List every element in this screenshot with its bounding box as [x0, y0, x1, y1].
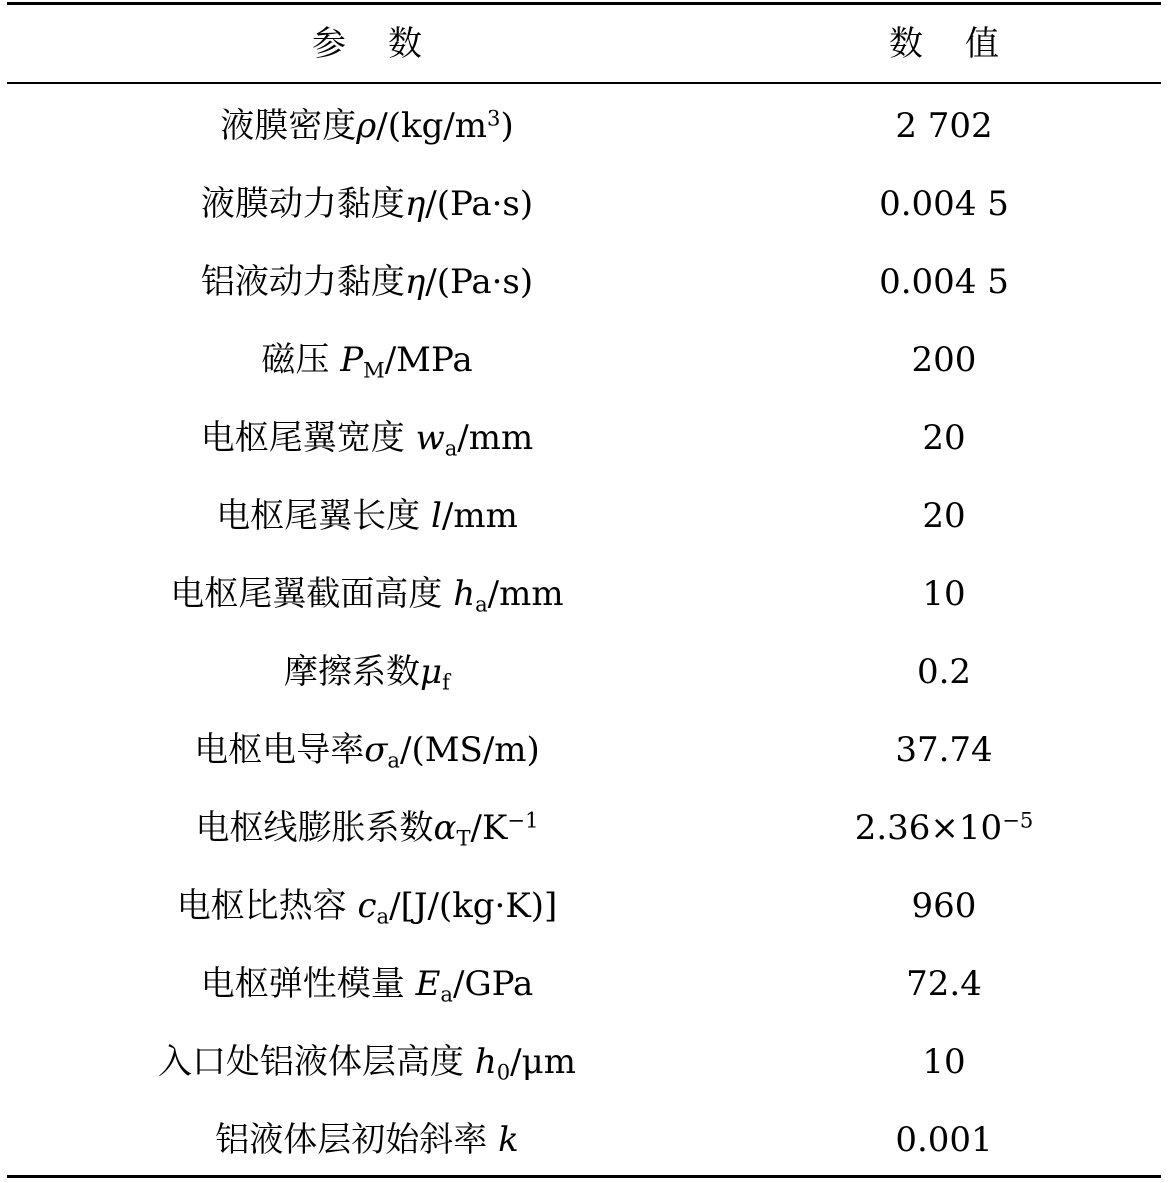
parameter-cell [7, 789, 727, 867]
value-text: 960 [911, 886, 977, 926]
parameter-cell [7, 243, 727, 321]
parameter-name: 铝液动力黏度 [200, 262, 405, 302]
parameter-unit: /GPa [452, 964, 534, 1004]
parameter-cell [7, 867, 727, 945]
parameter-cell [7, 165, 727, 243]
table-bottom-rule [7, 1175, 1161, 1178]
header-parameter-char-2: 数 [388, 24, 422, 64]
parameter-name: 液膜动力黏度 [200, 184, 405, 224]
parameter-unit: /μm [510, 1042, 576, 1082]
parameter-unit: /(kg/m [376, 106, 488, 146]
value-cell [727, 477, 1161, 555]
header-parameter [7, 6, 727, 82]
parameter-table [7, 0, 1161, 1183]
table-top-rule [7, 2, 1161, 5]
parameter-symbol: α [433, 808, 457, 848]
parameter-symbol: ρ [356, 106, 377, 146]
parameter-unit: /(Pa·s) [425, 262, 534, 302]
header-value-char-2: 值 [965, 24, 999, 64]
value-cell [727, 633, 1161, 711]
parameter-name: 液膜密度 [220, 106, 357, 146]
parameter-name: 电枢线膨胀系数 [195, 808, 434, 848]
parameter-name: 铝液体层初始斜率 [215, 1120, 499, 1160]
parameter-name: 磁压 [261, 340, 341, 380]
parameter-symbol: μ [420, 652, 443, 692]
value-cell [727, 1101, 1161, 1179]
parameter-unit: /(Pa·s) [425, 184, 534, 224]
value-cell [727, 945, 1161, 1023]
parameter-unit: /mm [441, 496, 518, 536]
parameter-symbol: w [415, 418, 445, 458]
parameter-unit-tail: ) [500, 106, 514, 146]
value-cell [727, 243, 1161, 321]
value-text: 72.4 [906, 964, 982, 1004]
value-cell [727, 87, 1161, 165]
parameter-subscript: 0 [496, 1059, 511, 1085]
value-cell [727, 321, 1161, 399]
value-text: 200 [911, 340, 977, 380]
value-text: 2 702 [895, 106, 993, 146]
value-text: 0.004 5 [879, 262, 1009, 302]
parameter-name: 电枢尾翼宽度 [200, 418, 416, 458]
value-text: 0.2 [916, 652, 972, 692]
value-cell [727, 867, 1161, 945]
parameter-unit: /MPa [384, 340, 473, 380]
header-parameter-char-1: 参 [312, 24, 346, 64]
value-text: 2.36×10 [854, 808, 1003, 848]
value-text: 0.001 [895, 1120, 993, 1160]
parameter-subscript: a [387, 747, 400, 773]
parameter-cell [7, 633, 727, 711]
parameter-name: 摩擦系数 [284, 652, 421, 692]
value-text: 37.74 [895, 730, 993, 770]
parameter-unit: /[J/(kg·K)] [389, 886, 558, 926]
parameter-cell [7, 1023, 727, 1101]
parameter-superscript: −1 [507, 807, 539, 833]
parameter-superscript: 3 [487, 105, 501, 131]
parameter-unit: /mm [457, 418, 534, 458]
parameter-subscript: a [440, 981, 453, 1007]
parameter-name: 入口处铝液体层高度 [158, 1042, 475, 1082]
parameter-name: 电枢尾翼长度 [216, 496, 431, 536]
parameter-unit: /K [470, 808, 508, 848]
parameter-symbol: k [498, 1120, 519, 1160]
parameter-symbol: σ [364, 730, 388, 770]
parameter-name: 电枢电导率 [194, 730, 365, 770]
value-cell [727, 1023, 1161, 1101]
value-text: 10 [922, 574, 966, 614]
parameter-symbol: h [474, 1042, 497, 1082]
table-header-rule [7, 82, 1161, 84]
parameter-symbol: E [415, 964, 441, 1004]
parameter-subscript: f [442, 669, 450, 695]
parameter-cell [7, 555, 727, 633]
parameter-cell [7, 399, 727, 477]
value-text: 10 [922, 1042, 966, 1082]
parameter-symbol: P [340, 340, 364, 380]
value-cell [727, 711, 1161, 789]
parameter-unit: /(MS/m) [400, 730, 540, 770]
value-cell [727, 789, 1161, 867]
parameter-cell [7, 321, 727, 399]
value-cell [727, 165, 1161, 243]
parameter-cell [7, 477, 727, 555]
parameter-symbol: h [453, 574, 476, 614]
parameter-subscript: a [444, 435, 458, 461]
parameter-name: 电枢弹性模量 [200, 964, 416, 1004]
value-text: 20 [922, 418, 966, 458]
parameter-unit: /mm [487, 574, 564, 614]
parameter-cell [7, 711, 727, 789]
parameter-cell [7, 945, 727, 1023]
value-cell [727, 555, 1161, 633]
header-value-char-1: 数 [889, 24, 923, 64]
parameter-symbol: l [431, 496, 442, 536]
parameter-symbol: c [357, 886, 377, 926]
value-text: 0.004 5 [879, 184, 1009, 224]
parameter-name: 电枢比热容 [176, 886, 358, 926]
parameter-subscript: a [475, 591, 488, 617]
parameter-subscript: T [456, 825, 471, 851]
parameter-name: 电枢尾翼截面高度 [170, 574, 454, 614]
parameter-symbol: η [404, 262, 426, 302]
parameter-subscript: M [363, 357, 385, 383]
parameter-cell [7, 1101, 727, 1179]
value-text: 20 [922, 496, 966, 536]
parameter-cell [7, 87, 727, 165]
value-cell [727, 399, 1161, 477]
parameter-subscript: a [376, 903, 390, 929]
header-value [727, 6, 1161, 82]
parameter-symbol: η [404, 184, 426, 224]
value-exponent: −5 [1002, 807, 1034, 833]
